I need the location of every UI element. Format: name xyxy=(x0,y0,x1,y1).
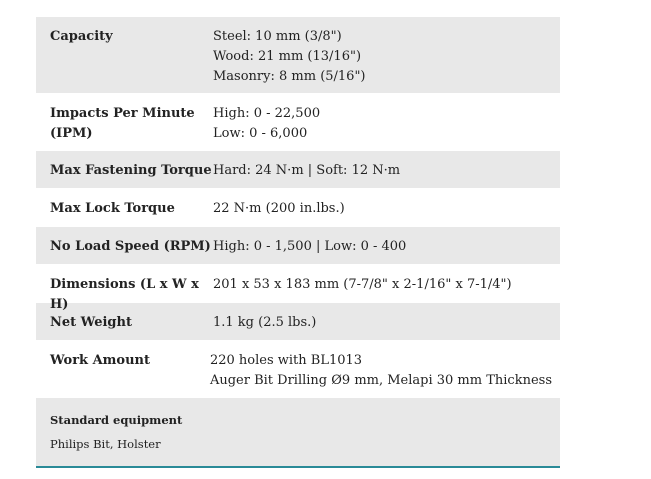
spec-value-line: 1.1 kg (2.5 lbs.) xyxy=(213,315,317,330)
spec-label: Work Amount xyxy=(50,353,151,368)
spec-label: No Load Speed (RPM) xyxy=(50,239,211,254)
spec-label: Max Fastening Torque xyxy=(50,163,212,178)
spec-row-fastening-torque xyxy=(36,151,560,189)
spec-row-dimensions xyxy=(36,265,560,312)
spec-value xyxy=(213,17,560,93)
spec-value xyxy=(213,227,560,264)
spec-value xyxy=(210,341,560,397)
spec-value-line: 201 x 53 x 183 mm (7-7/8" x 2-1/16" x 7-1/4") xyxy=(213,277,512,292)
spec-value xyxy=(213,189,560,226)
spec-value-line: 22 N·m (200 in.lbs.) xyxy=(213,201,345,216)
spec-value xyxy=(213,303,560,340)
standard-equipment-text: Philips Bit, Holster xyxy=(50,437,161,451)
spec-label: Max Lock Torque xyxy=(50,201,175,216)
spec-label: Impacts Per Minute (IPM) xyxy=(50,106,195,141)
spec-value-line: Masonry: 8 mm (5/16") xyxy=(213,69,366,84)
standard-equipment-title: Standard equipment xyxy=(50,413,183,427)
spec-label: Capacity xyxy=(50,29,113,44)
spec-value-line: Auger Bit Drilling Ø9 mm, Melapi 30 mm Thickness xyxy=(209,373,552,388)
spec-label: Net Weight xyxy=(50,315,132,330)
spec-value-line: 220 holes with BL1013 xyxy=(209,353,363,368)
spec-row-capacity xyxy=(36,17,560,94)
spec-value-line: Steel: 10 mm (3/8") xyxy=(213,29,342,44)
spec-label: Dimensions (L x W x H) xyxy=(50,277,199,312)
spec-row-lock-torque xyxy=(36,189,560,227)
spec-row-work-amount xyxy=(36,341,560,398)
spec-row-speed xyxy=(36,227,560,265)
spec-value xyxy=(213,94,560,150)
spec-row-net-weight xyxy=(36,303,560,341)
spec-value-line: Low: 0 - 6,000 xyxy=(213,126,308,141)
spec-value-line: High: 0 - 22,500 xyxy=(213,106,321,121)
spec-value xyxy=(213,151,560,188)
standard-equipment-section xyxy=(36,398,560,468)
spec-value xyxy=(213,265,560,302)
spec-row-ipm xyxy=(36,94,560,151)
spec-value-line: High: 0 - 1,500 | Low: 0 - 400 xyxy=(213,239,407,254)
spec-value-line: Wood: 21 mm (13/16") xyxy=(213,49,362,64)
spec-value-line: Hard: 24 N·m | Soft: 12 N·m xyxy=(213,163,401,178)
spec-table xyxy=(36,17,560,468)
